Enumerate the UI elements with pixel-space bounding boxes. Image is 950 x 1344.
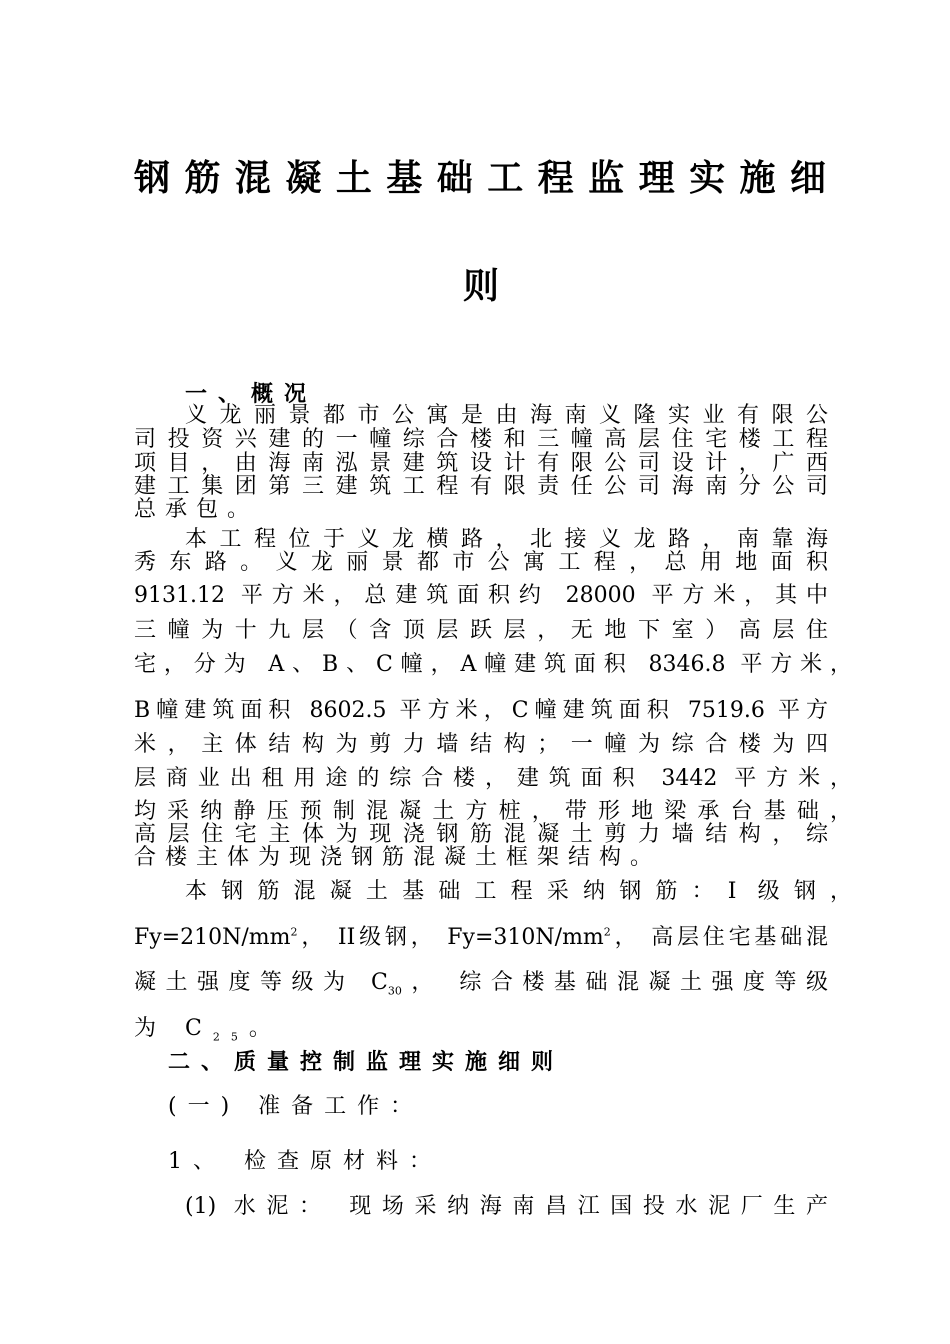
document-title-line2: 则: [462, 265, 499, 307]
subheading-preparation: (一) 准备工作：: [168, 1094, 424, 1119]
paragraph-line-grade: 凝土强度等级为 $C_{30}$， 综合楼基础混凝土强度等级: [134, 970, 828, 998]
section-heading-overview: 一、概况: [185, 381, 318, 407]
document-title-line1: 钢筋混凝土基础工程监理实施细: [134, 157, 828, 199]
item-cement: (1) 水泥： 现场采纳海南昌江国投水泥厂生产: [185, 1194, 828, 1219]
paragraph-line: 宅，分为 A、B、C幢，A幢建筑面积 8346.8 平方米，: [134, 652, 852, 677]
paragraph-line: 建工集团第三建筑工程有限责任公司海南分公司: [134, 474, 828, 499]
paragraph-line: 层商业出租用途的综合楼，建筑面积 3442 平方米，: [134, 766, 852, 791]
paragraph-line-grade-end: 为 $C_{25}$。: [134, 1016, 282, 1044]
paragraph-line-formula: $Fy=210N/mm^2$， II级钢， $Fy=310N/mm^2$， 高层住宅基础混: [134, 925, 828, 950]
item-check-materials: 1、 检查原材料：: [168, 1149, 442, 1174]
paragraph-line: 高层住宅主体为现浇钢筋混凝土剪力墙结构，综: [134, 822, 828, 847]
paragraph-line: 三幢为十九层（含顶层跃层，无地下室）高层住: [134, 618, 828, 643]
paragraph-line: B幢建筑面积 8602.5 平方米，C幢建筑面积 7519.6 平方: [134, 698, 828, 723]
paragraph-line: 总承包。: [134, 497, 259, 522]
paragraph-line: 项目，由海南泓景建筑设计有限公司设计，广西: [134, 451, 828, 476]
paragraph-line: 均采纳静压预制混凝土方桩，带形地梁承台基础，: [134, 799, 852, 824]
paragraph-line: 9131.12 平方米，总建筑面积约 28000 平方米，其中: [134, 583, 828, 608]
paragraph-line: 米，主体结构为剪力墙结构；一幢为综合楼为四: [134, 732, 828, 757]
paragraph-line: 司投资兴建的一幢综合楼和三幢高层住宅楼工程: [134, 427, 828, 452]
paragraph-line: 本工程位于义龙横路，北接义龙路，南靠海: [185, 527, 828, 552]
paragraph-line: 合楼主体为现浇钢筋混凝土框架结构。: [134, 845, 662, 870]
paragraph-line: 义龙丽景都市公寓是由海南义隆实业有限公: [185, 403, 828, 428]
section-heading-quality-control: 二、质量控制监理实施细则: [168, 1049, 565, 1075]
paragraph-line: 秀东路。义龙丽景都市公寓工程，总用地面积: [134, 550, 828, 575]
paragraph-line: 本钢筋混凝土基础工程采纳钢筋：I 级钢，: [185, 879, 852, 904]
